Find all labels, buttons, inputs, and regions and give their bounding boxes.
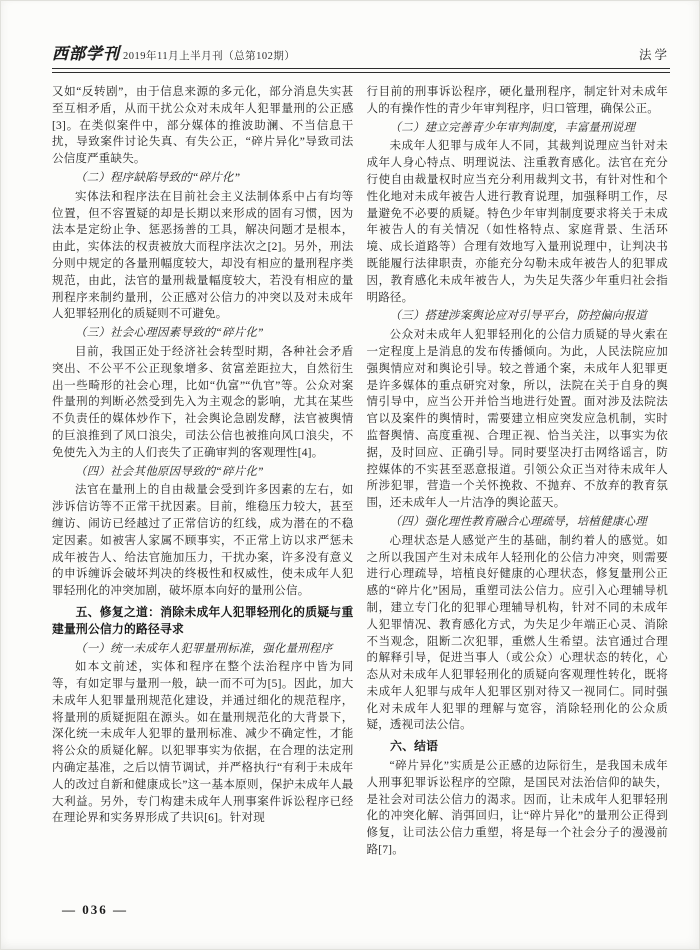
subsection-heading: （三）社会心理因素导致的“碎片化” — [75, 327, 264, 340]
column-left — [52, 84, 354, 904]
paragraph: 法官在量刑上的自由裁量会受到许多因素的左右，如涉诉信访等不正常干扰因素。目前，维稳压力较大，甚至缠访、闹访已经越过了正常信访的红线，成为潜在的不稳定因素。如被害人家属不顾事实，不正常上访以求严惩未成年被告人、给法官施加压力，干扰办案，许多没有意义的申诉缠诉会破坏判决的终极性和权威性，使未成年人犯罪轻刑化的冲突加剧，破坏原本向好的量刑公信。 — [52, 484, 354, 598]
subsection-heading: （二）建立完善青少年审判制度，丰富量刑说理 — [389, 121, 636, 134]
section-label: 法学 — [638, 48, 670, 62]
section-heading: 五、修复之道：消除未成年人犯罪轻刑化的质疑与重建量刑公信力的路径寻求 — [52, 604, 354, 636]
paragraph: 公众对未成年人犯罪轻刑化的公信力质疑的导火索在一定程度上是消息的发布传播倾向。为此，人民法院应加强舆情应对和舆论引导。较之普通个案，未成年人犯罪更是许多媒体的重点研究对象，所以，法院在关于自身的舆情引导中，应当公开并恰当地进行处置。面对涉及法院法官以及案件的舆情时，需要建立相应突发应急机制，实时监督舆情、高度重视、合理正视、恰当关注，以事实为依据，及时回应、正确引导。同时要坚决打击网络谣言，防控媒体的不实甚至恶意报道。引领公众正当对待未成年人所涉犯罪，营造一个关怀挽救、不抛弃、不放弃的教育氛围，还未成年人一片洁净的舆论蓝天。 — [366, 329, 668, 510]
paragraph: 未成年人犯罪与成年人不同，其裁判说理应当针对未成年人身心特点、明理说法、注重教育感化。法官在充分行使自由裁量权时应当充分利用裁判文书，有针对性和个性化地对未成年被告人进行教育说理，加强释明工作，尽量避免不必要的质疑。特色少年审判制度要求将关于未成年被告人的有关情况（如性格特点、家庭背景、生活环境、成长道路等）合理有效地写入量刑说理中，让判决书既能履行法律职责，亦能充分勾勒未成年被告人的犯罪成因，教育感化未成年被告人，为失足失落少年重归社会指明路径。 — [366, 140, 668, 304]
paragraph: 实体法和程序法在目前社会主义法制体系中占有均等位置，但不容置疑的却是长期以来形成的固有习惯，因为法本是定纷止争、惩恶扬善的工具，解决问题才是根本，由此，实体法的权责被放大而程序法次之[2]。另外，刑法分则中规定的各量刑幅度较大，却没有相应的量刑程序类规范，由此，法官的量刑裁量幅度较大，若没有相应的量刑程序来制约量刑，公正感对公信力的冲突以及对未成年人犯罪轻刑化的质疑则不可避免。 — [52, 190, 354, 321]
subsection-heading: （四）社会其他原因导致的“碎片化” — [75, 465, 264, 478]
subsection-heading: （四）强化理性教育融合心理疏导，培植健康心理 — [389, 515, 647, 528]
column-right — [367, 84, 669, 904]
page-header — [52, 44, 670, 64]
paragraph: 又如“反转剧”，由于信息来源的多元化，部分消息失实甚至互相矛盾，从而干扰公众对未成年人犯罪量刑的公正感[3]。在类似案件中，部分媒体的推波助澜、不当信息干扰，导致案件讨论失真、有失公正，“碎片异化”导致司法公信度严重缺失。 — [52, 86, 354, 166]
paragraph: 行目前的刑事诉讼程序，硬化量刑程序，制定针对未成年人的有操作性的青少年审判程序，归口管理，确保公正。 — [366, 86, 668, 115]
subsection-heading: （二）程序缺陷导致的“碎片化” — [75, 171, 241, 184]
article-body — [52, 84, 668, 904]
paragraph: 心理状态是人感觉产生的基础，制约着人的感觉。如之所以我国产生对未成年人轻刑化的公信力冲突，则需要进行心理疏导，培植良好健康的心理状态，修复量刑公正感的“碎片化”困局，重塑司法公信力。应引入心理辅导机制，建立专门化的犯罪心理辅导机构，针对不同的未成年人犯罪情况、教育感化方式，为失足少年端正心灵、消除不当观念，阻断二次犯罪，重燃人生希望。法官通过合理的解释引导，促进当事人（或公众）心理状态的转化，心态从对未成年人犯罪轻刑化的质疑向客观理性转化，既将未成年人犯罪与成年人犯罪区别对待又一视同仁。同时强化对未成年人犯罪的理解与宽容，消除轻刑化的公众质疑，透视司法公信。 — [366, 534, 668, 732]
subsection-heading: （一）统一未成年人犯罪量刑标准，强化量刑程序 — [75, 642, 333, 655]
masthead — [52, 41, 295, 64]
section-heading: 六、结语 — [390, 739, 439, 754]
paragraph: 目前，我国正处于经济社会转型时期，各种社会矛盾突出、不公平不公正现象增多、贫富差距拉大，自然衍生出一些畸形的社会心理，比如“仇富”“仇官”等。公众对案件量刑的判断必然受到先入为主观念的影响，尤其在某些不负责任的媒体炒作下，社会舆论急剧发酵，法官被舆情的巨浪推到了风口浪尖，司法公信也被推向风口浪尖，不免使先入为主的人们丧失了正确审判的客观理性[4]。 — [52, 345, 354, 459]
paragraph: 如本文前述，实体和程序在整个法治程序中皆为同等，有如定罪与量刑一般，缺一而不可为[5]。因此，加大未成年人犯罪量刑规范化建设，并通过细化的规范程序，将量刑的质疑扼阻在源头。如在量刑规范化的大背景下，深化统一未成年人犯罪的量刑标准、减少不确定性，才能将公众的质疑化解。以犯罪事实为依据，在合理的法定刑内确定基准，之后以情节调试，并严格执行“有利于未成年人的改过自新和健康成长”这一基本原则，保护未成年人最大利益。另外，专门构建未成年人刑事案件诉讼程序已经在理论界和实务界形成了共识[6]。针对现 — [52, 661, 354, 825]
header-double-rule — [52, 68, 670, 73]
page-number: — 036 — — [62, 902, 128, 917]
issue-info: 2019年11月上半月刊（总第102期） — [123, 51, 296, 62]
paragraph: “碎片异化”实质是公正感的边际衍生，是我国未成年人刑事犯罪诉讼程序的空隙，是国民对法治信仰的缺失，是社会对司法公信力的渴求。因而，让未成年人犯罪轻刑化的冲突化解、消弭回归，让“碎片异化”的量刑公正得到修复，让司法公信力重塑，将是每一个社会分子的漫漫前路[7]。 — [366, 760, 668, 857]
journal-logo: 西部学刊 — [52, 46, 121, 63]
subsection-heading: （三）搭建涉案舆论应对引导平台，防控偏向报道 — [389, 310, 647, 323]
